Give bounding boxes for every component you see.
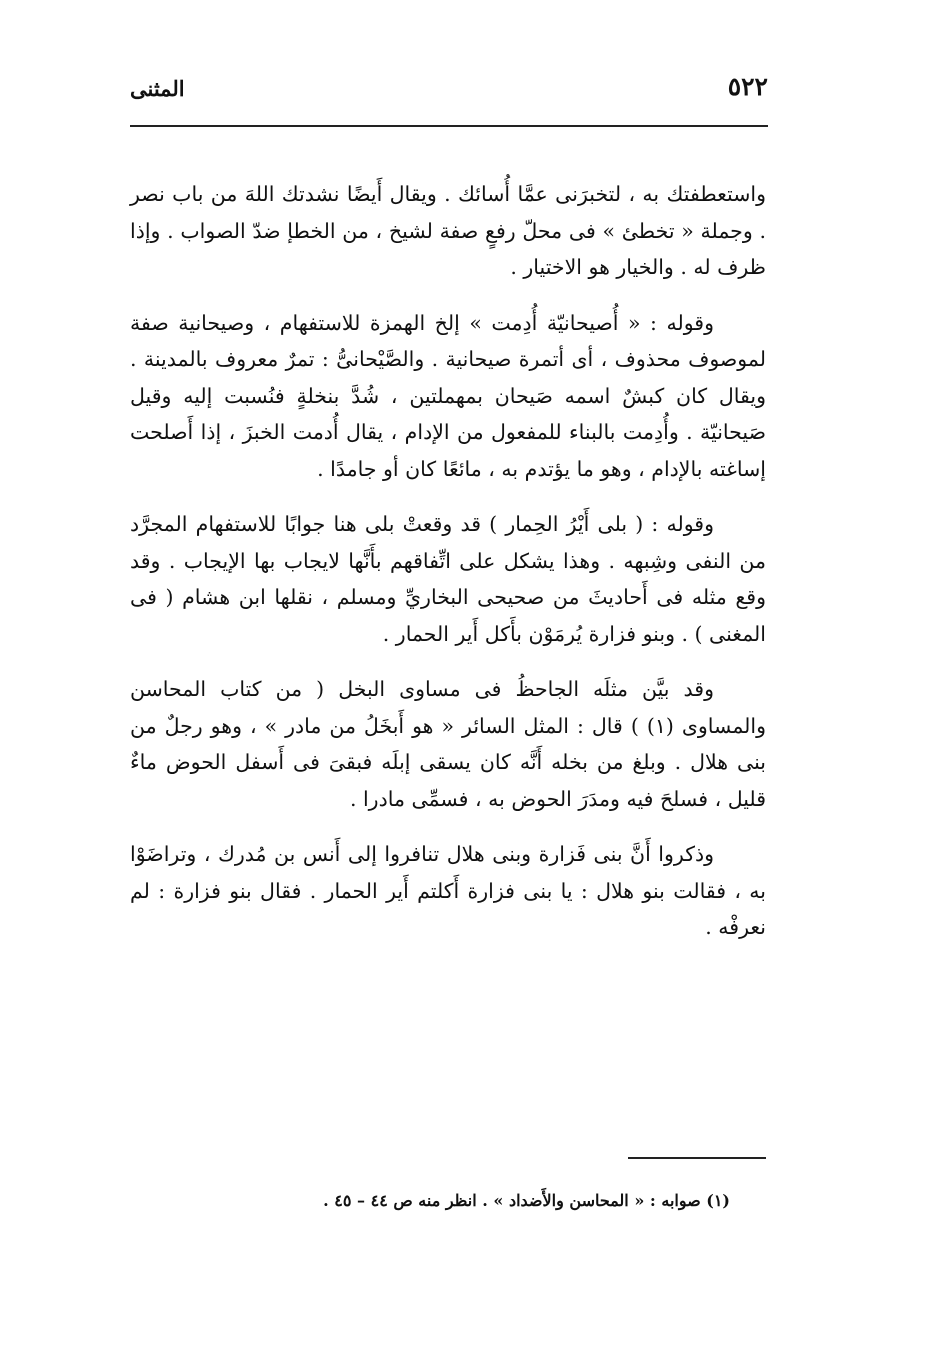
paragraph-1: واستعطفتك به ، لتخبرَنى عمَّا أُسائك . ويقال أَيضًا نشدتك اللهَ من باب نصر . وجملة « تخطئ » فى محلّ رفعٍ صفة لشيخ ، من الخطإ ضدّ الصواب . وإذا ظرف له . والخيار هو الاختيار . — [130, 182, 766, 279]
footnote: (١) صوابه : « المحاسن والأَضداد » . انظر منه ص ٤٤ – ٤٥ . — [323, 1191, 730, 1210]
header-rule — [130, 125, 768, 127]
page-header — [130, 70, 768, 110]
running-title: المثنى — [130, 76, 185, 101]
paragraph-2: وقوله : « أُصيحانيّة أُدِمت » إلخ الهمزة للاستفهام ، وصيحانية صفة لموصوف محذوف ، أى أتمرة صيحانية . والصَّيْحانىُّ : تمرٌ معروف بالمدينة . ويقال كان كبشٌ اسمه صَيحان بمهملتين ، شُدَّ بنخلةٍ فنُسبت إليه وقيل صَيحانيّة . وأُدِمت بالبناء للمفعول من الإدام ، يقال أُدمت الخبزَ ، إذا أَصلحت إساغته بالإدام ، وهو ما يؤتدم به ، مائعًا كان أو جامدًا . — [130, 310, 766, 481]
footnote-rule — [628, 1157, 766, 1159]
page-number: ٥٢٢ — [727, 72, 768, 101]
paragraph-4: وقد بيَّن مثلَه الجاحظُ فى مساوى البخل ( من كتاب المحاسن والمساوى (١) ) قال : المثل السائر « هو أَبخَلُ من مادر » ، وهو رجلٌ من بنى هلال . وبلغ من بخله أَنَّه كان يسقى إبلَه فبقىَ فى أَسفل الحوض ماءٌ قليل ، فسلحَ فيه ومدَرَ الحوض به ، فسمِّى مادرا . — [130, 677, 767, 811]
body-text — [130, 176, 766, 965]
paragraph-5: وذكروا أَنَّ بنى فَزارة وبنى هلال تنافروا إلى أَنس بن مُدرك ، وتراضَوْا به ، فقالت بنو هلال : يا بنى فزارة أَكلتم أَير الحمار . فقال بنو فزارة : لم نعرفْه . — [130, 842, 766, 939]
paragraph-3: وقوله : ( بلى أَيْرُ الحِمار ) قد وقعتْ بلى هنا جوابًا للاستفهام المجرَّد من النفى وشِبهه . وهذا يشكل على اتِّفاقهم بأَنَّها لايجاب بها الإيجاب . وقد وقع مثله فى أَحاديثَ من صحيحى البخاريِّ ومسلم ، نقلها ابن هشام ( فى المغنى ) . وبنو فزارة يُرمَوْن بأَكل أَير الحمار . — [130, 512, 766, 646]
